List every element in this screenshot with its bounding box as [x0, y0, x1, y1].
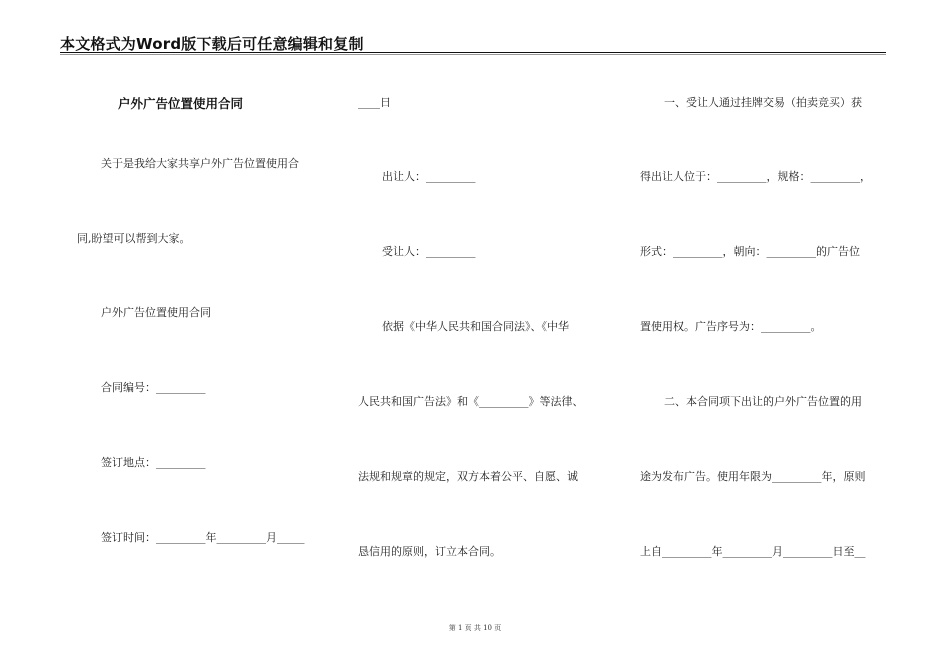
clause-two-line: 途为发布广告。使用年限为_________年，原则 [640, 470, 866, 483]
signing-place-field: 签订地点：_________ [101, 456, 206, 469]
clause-two-line: 上自_________年_________月_________日至__ [640, 545, 866, 558]
paragraph-line: 法规和规章的规定，双方本着公平、自愿、诚 [358, 470, 578, 483]
signing-time-field: 签订时间：_________年_________月_____ [101, 531, 305, 544]
paragraph-line: 关于是我给大家共享户外广告位置使用合 [101, 157, 299, 170]
clause-two-line: 二、本合同项下出让的户外广告位置的用 [664, 395, 862, 408]
date-day-field: ____日 [358, 96, 391, 109]
header-rule [60, 52, 886, 53]
header-rule-secondary [60, 54, 886, 55]
clause-one-line: 一、受让人通过挂牌交易（拍卖竞买）获 [664, 96, 862, 109]
contract-number-field: 合同编号：_________ [101, 381, 206, 394]
clause-one-line: 形式：_________，朝向：_________的广告位 [640, 245, 860, 258]
paragraph-line: 恳信用的原则，订立本合同。 [358, 545, 501, 558]
section-heading: 户外广告位置使用合同 [101, 306, 211, 319]
transferee-field: 受让人：_________ [382, 245, 476, 258]
clause-one-line: 得出让人位于：_________，规格：_________， [640, 170, 871, 183]
paragraph-line: 人民共和国广告法》和《_________》等法律、 [358, 395, 584, 408]
contract-title: 户外广告位置使用合同 [118, 96, 244, 111]
paragraph-line: 依据《中华人民共和国合同法》、《中华 [382, 320, 569, 333]
clause-one-line: 置使用权。广告序号为：_________。 [640, 320, 822, 333]
document-header: 本文格式为Word版下载后可任意编辑和复制 [60, 35, 364, 53]
paragraph-line: 同,盼望可以帮到大家。 [77, 232, 191, 245]
page-number: 第 1 页 共 10 页 [448, 624, 502, 632]
transferor-field: 出让人：_________ [382, 170, 476, 183]
